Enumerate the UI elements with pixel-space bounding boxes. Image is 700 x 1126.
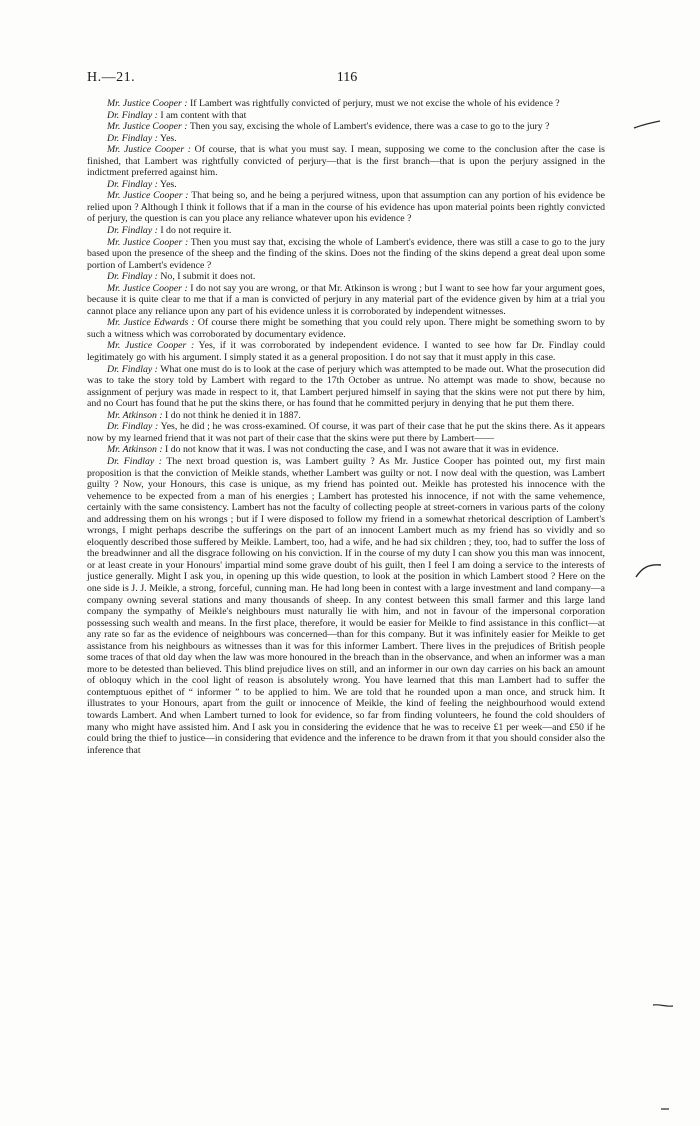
paragraph	[87, 237, 605, 272]
paragraph	[87, 98, 605, 110]
speaker-name: Dr. Findlay :	[107, 271, 158, 283]
speaker-name: Dr. Findlay :	[107, 178, 158, 190]
speaker-name: Dr. Findlay :	[107, 225, 158, 237]
speaker-name: Dr. Findlay :	[107, 363, 158, 375]
paragraph	[87, 364, 605, 410]
paragraph-text: The next broad question is, was Lambert guilty ? As Mr. Justice Cooper has pointed out, my first main proposition is that the conviction of Meikle stands, whether Lambert was guilty or not. I now deal with the question, was Lambert guilty ? Now, your Honours, this case is unique, as my friend has pointed out. Meikle has protested his innocence with the vehemence to be expected from a man of his energies ; Lambert has protested his innocence, if not with the same vehemence, certainly with the same consistency. Lambert has not the faculty of collecting people at street-corners in various parts of the colony and addressing them on his wrongs ; but if I were disposed to follow my friend in a somewhat rhetorical description of Lambert's wrongs, I might perhaps describe the sufferings on the part of an innocent Lambert much as my friend has so vividly and so eloquently described those suffered by Meikle. Lambert, too, had a wife, and he had six children ; they, too, had to suffer the loss of the breadwinner and all the disgrace following on his conviction. If in the course of my duty I can show you this man was innocent, or at least create in your Honours' impartial mind some grave doubt of his guilt, then I feel I am doing a service to the interests of justice generally. Might I ask you, in opening up this wide question, to look at the position in which Lambert stood ? Here on the one side is J. J. Meikle, a strong, forceful, cunning man. He had long been in contest with a large investment and land company—a company owning several stations and many thousands of sheep. In any contest between this small farmer and this large land company the sympathy of Meikle's neighbours must naturally lie with him, and not in favour of the impersonal corporation possessing such wealth and means. In the first place, therefore, it would be easier for Meikle to find assistance in this conflict—at any rate so far as the evidence of neighbours was concerned—than for this company. But it was infinitely easier for Meikle to get assistance from his neighbours as witnesses than it was for this informer Lambert. There lives in the prejudices of British people some traces of that old day when the law was more honoured in the breach than in the observance, and when an informer was a man more to be detested than believed. This blind prejudice lives on still, and an informer in our own day carries on his back an amount of obloquy which in the cool light of reason is absolutely wrong. You have learned that this man Lambert had to suffer the contemptuous epithet of “ informer ” to be applied to him. We are told that he rounded upon a man once, and struck him. It illustrates to your Honours, apart from the guilt or innocence of Meikle, the kind of feeling the neighbourhood would extend towards Lambert. And when Lambert turned to look for evidence, so far from finding volunteers, he found the cold shoulders of many who might have assisted him. And I ask you in considering the evidence that he was to receive £1 per week—and £50 if he could bring the thief to justice—in considering that evidence and the inference to be drawn from it that you should consider also the inference that	[87, 455, 605, 756]
paragraph-text: I do not say you are wrong, or that Mr. Atkinson is wrong ; but I want to see how far your argument goes, because it is quite clear to me that if a man is convicted of perjury in any material part of the evidence given by him at a trial you cannot place any reliance upon any part of his evidence unless it is corroborated by independent witnesses.	[87, 282, 605, 317]
paragraph-text: I do not think he denied it in 1887.	[162, 409, 301, 421]
document-body	[87, 98, 605, 756]
margin-mark	[652, 1002, 674, 1010]
margin-mark	[660, 1106, 670, 1112]
paragraph	[87, 144, 605, 179]
paragraph-text: What one must do is to look at the case of perjury which was attempted to be made out. What the prosecution did was to take the story told by Lambert with regard to the 17th October as untrue. No attempt was made to show, because no assignment of perjury was made in respect to it, that Lambert perjured himself in saying that the skins were not put there by him, and no Court has found that he put the skins there, or has found that he committed perjury in denying that he put them there.	[87, 363, 605, 410]
paragraph-text: Then you must say that, excising the whole of Lambert's evidence, there was still a case to go to the jury based upon the presence of the sheep and the finding of the skins. Does not the finding of the skins depend a great deal upon some portion of Lambert's evidence ?	[87, 236, 605, 271]
paragraph	[87, 133, 605, 145]
speaker-name: Mr. Justice Cooper :	[107, 340, 195, 352]
speaker-name: Dr. Findlay :	[107, 421, 159, 433]
speaker-name: Mr. Justice Edwards :	[107, 317, 195, 329]
page-header	[87, 70, 607, 90]
paragraph-text: I do not know that it was. I was not conducting the case, and I was not aware that it was in evidence.	[162, 444, 559, 456]
paragraph	[87, 283, 605, 318]
speaker-name: Mr. Justice Cooper :	[107, 190, 189, 202]
paragraph-text: Yes, if it was corroborated by independent evidence. I wanted to see how far Dr. Findlay could legitimately go with his argument. I simply stated it as a general proposition. I do not say that it must apply in this case.	[87, 340, 606, 364]
paragraph-text: Yes.	[157, 132, 177, 144]
paragraph-text: Of course there might be something that you could rely upon. There might be something sworn to by such a witness which was corroborated by documentary evidence.	[87, 317, 605, 340]
paragraph	[87, 340, 605, 363]
speaker-name: Mr. Justice Cooper :	[107, 236, 189, 248]
paragraph	[87, 225, 605, 237]
speaker-name: Mr. Atkinson :	[107, 444, 163, 456]
margin-mark	[634, 560, 664, 580]
paragraph-text: Yes.	[157, 178, 177, 190]
speaker-name: Dr. Findlay :	[107, 455, 163, 467]
paragraph-text: Yes, he did ; he was cross-examined. Of course, it was part of their case that he put the skins there. As it appears now by my learned friend that it was not part of their case that the skins were put there by Lambert——	[87, 421, 605, 444]
paragraph-text: I do not require it.	[157, 225, 232, 237]
paragraph	[87, 410, 605, 422]
paragraph	[87, 271, 605, 283]
paragraph	[87, 444, 605, 456]
paragraph	[87, 317, 605, 340]
paragraph	[87, 421, 605, 444]
paragraph	[87, 110, 605, 122]
paragraph	[87, 456, 605, 756]
paragraph-text: Then you say, excising the whole of Lambert's evidence, there was a case to go to the jury ?	[187, 121, 550, 133]
speaker-name: Dr. Findlay :	[107, 132, 158, 144]
paragraph-text: I am content with that	[157, 109, 247, 121]
paragraph-text: That being so, and he being a perjured witness, upon that assumption can any portion of his evidence be relied upon ? Although I think it follows that if a man in the course of his evidence has upon material points been rightly convicted of perjury, the question is can you place any reliance whatever upon his evidence ?	[87, 190, 605, 225]
paragraph	[87, 121, 605, 133]
speaker-name: Mr. Atkinson :	[107, 409, 163, 421]
speaker-name: Mr. Justice Cooper :	[107, 98, 188, 109]
speaker-name: Mr. Justice Cooper :	[107, 121, 188, 133]
speaker-name: Mr. Justice Cooper :	[107, 282, 188, 294]
paragraph	[87, 190, 605, 225]
paragraph-text: Of course, that is what you must say. I mean, supposing we come to the conclusion after the case is finished, that Lambert was rightfully convicted of perjury—that is the first branch—that is upon the perjury assigned in the indictment preferred against him.	[87, 144, 605, 179]
margin-mark	[632, 118, 662, 132]
paragraph	[87, 179, 605, 191]
speaker-name: Mr. Justice Cooper :	[107, 144, 192, 156]
page-number: 116	[336, 70, 358, 85]
paragraph-text: If Lambert was rightfully convicted of perjury, must we not excise the whole of his evidence ?	[187, 98, 560, 109]
document-reference: H.—21.	[87, 70, 136, 85]
paragraph-text: No, I submit it does not.	[157, 271, 256, 283]
speaker-name: Dr. Findlay :	[107, 109, 158, 121]
